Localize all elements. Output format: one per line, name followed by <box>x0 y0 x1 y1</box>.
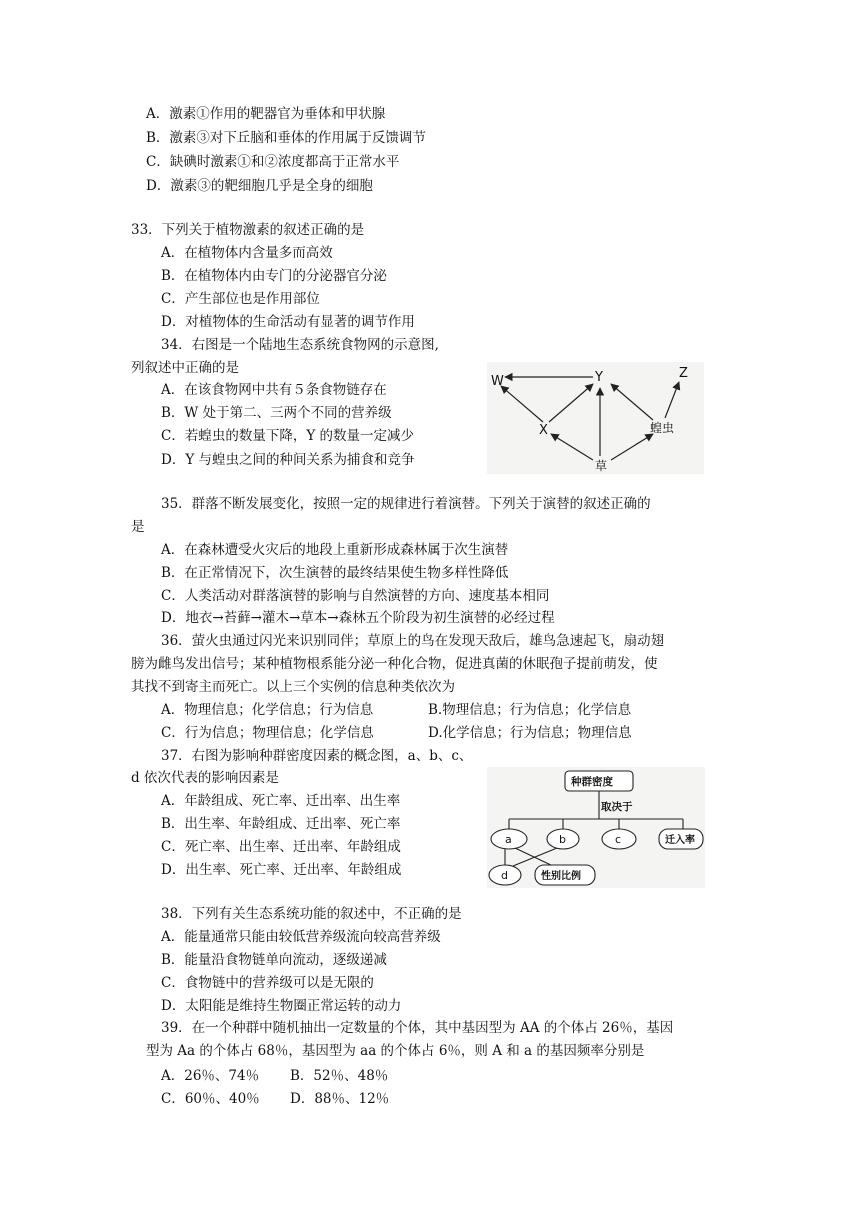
q33-option-c: C．产生部位也是作用部位 <box>161 291 320 307</box>
prev-option-a: A．激素①作用的靶器官为垂体和甲状腺 <box>146 106 386 122</box>
q34-option-d: D．Y 与蝗虫之间的种间关系为捕食和竞争 <box>161 452 415 468</box>
q34-option-c: C．若蝗虫的数量下降，Y 的数量一定减少 <box>161 428 415 444</box>
root-label: 种群密度 <box>571 776 613 788</box>
q39-option-c: C．60％、40％ <box>161 1091 260 1107</box>
node-a: a <box>505 833 512 846</box>
q39-option-b: B．52％、48％ <box>290 1068 389 1084</box>
q33-option-d: D．对植物体的生命活动有显著的调节作用 <box>161 314 415 330</box>
q36-option-a: A．物理信息；化学信息；行为信息 <box>161 702 374 718</box>
q36-option-b: B.物理信息；行为信息；化学信息 <box>428 702 632 718</box>
prev-option-d: D．激素③的靶细胞几乎是全身的细胞 <box>146 178 373 194</box>
food-web-figure <box>487 362 704 474</box>
q34-stem-2: 列叙述中正确的是 <box>131 360 239 376</box>
q36-stem-1: 36．萤火虫通过闪光来识别同伴；草原上的鸟在发现天敌后，雄鸟急速起飞，扇动翅 <box>161 633 665 649</box>
prev-option-b: B．激素③对下丘脑和垂体的作用属于反馈调节 <box>146 130 426 146</box>
q36-stem-3: 其找不到寄主而死亡。以上三个实例的信息种类依次为 <box>131 679 455 695</box>
q39-option-a: A．26％、74％ <box>161 1068 260 1084</box>
q36-stem-2: 膀为雌鸟发出信号；某种植物根系能分泌一种化合物，促进真菌的休眠孢子提前萌发，使 <box>131 656 658 672</box>
q38-option-c: C．食物链中的营养级可以是无限的 <box>161 975 374 991</box>
q35-stem-1: 35．群落不断发展变化，按照一定的规律进行着演替。下列关于演替的叙述正确的 <box>161 496 651 512</box>
q39-stem-2: 型为 Aa 的个体占 68％，基因型为 aa 的个体占 6％，则 A 和 a 的基因频率分别是 <box>146 1043 645 1059</box>
node-z: Z <box>679 366 688 381</box>
q37-option-c: C．死亡率、出生率、迁出率、年龄组成 <box>161 839 401 855</box>
arrow-grass-to-locust <box>611 434 653 460</box>
q36-option-c: C．行为信息；物理信息；化学信息 <box>161 725 374 741</box>
arrow-x-to-y <box>549 384 593 422</box>
q37-option-a: A．年龄组成、死亡率、迁出率、出生率 <box>161 793 401 809</box>
q34-stem-1: 34．右图是一个陆地生态系统食物网的示意图, <box>161 337 439 353</box>
q38-option-b: B．能量沿食物链单向流动，逐级递减 <box>161 952 387 968</box>
q33-option-b: B．在植物体内由专门的分泌器官分泌 <box>161 268 387 284</box>
node-x: X <box>539 423 548 438</box>
q38-option-a: A．能量通常只能由较低营养级流向较高营养级 <box>161 929 441 945</box>
q33-option-a: A．在植物体内含量多而高效 <box>161 245 333 261</box>
q35-option-b: B．在正常情况下，次生演替的最终结果使生物多样性降低 <box>161 565 509 581</box>
q39-option-d: D．88％、12％ <box>290 1091 390 1107</box>
node-y: Y <box>595 370 603 385</box>
q37-option-d: D．出生率、死亡率、迁出率、年龄组成 <box>161 862 402 878</box>
q35-stem-2: 是 <box>131 519 145 535</box>
q34-option-a: A．在该食物网中共有５条食物链存在 <box>161 382 387 398</box>
connector-label: 取决于 <box>601 801 633 813</box>
node-b: b <box>559 833 566 846</box>
arrow-x-to-w <box>501 386 543 422</box>
q35-option-c: C．人类活动对群落演替的影响与自然演替的方向、速度基本相同 <box>161 588 550 604</box>
node-d: d <box>501 869 508 882</box>
q39-stem-1: 39．在一个种群中随机抽出一定数量的个体，其中基因型为 AA 的个体占 26％，基因 <box>161 1020 674 1036</box>
arrow-grass-to-x <box>551 434 593 460</box>
node-grass: 草 <box>595 459 608 473</box>
q37-stem-2: d 依次代表的影响因素是 <box>131 770 279 786</box>
immigration-label: 迁入率 <box>665 835 695 846</box>
q37-stem-1: 37．右图为影响种群密度因素的概念图，a、b、c、 <box>161 748 473 764</box>
prev-option-c: C．缺碘时激素①和②浓度都高于正常水平 <box>146 154 400 170</box>
q35-option-d: D．地衣→苔藓→灌木→草本→森林五个阶段为初生演替的必经过程 <box>161 610 555 626</box>
node-locust: 蝗虫 <box>650 421 675 435</box>
q38-option-d: D．太阳能是维持生物圈正常运转的动力 <box>161 998 402 1014</box>
q37-option-b: B．出生率、年龄组成、迁出率、死亡率 <box>161 816 401 832</box>
q33-stem: 33．下列关于植物激素的叙述正确的是 <box>131 222 365 238</box>
q34-option-b: B．W 处于第二、三两个不同的营养级 <box>161 405 392 421</box>
concept-map-diagram <box>487 767 705 888</box>
food-web-diagram <box>487 362 704 474</box>
q38-stem: 38．下列有关生态系统功能的叙述中，不正确的是 <box>161 906 462 922</box>
q35-option-a: A．在森林遭受火灾后的地段上重新形成森林属于次生演替 <box>161 542 509 558</box>
arrow-locust-to-y <box>611 384 653 420</box>
node-c: c <box>615 833 622 846</box>
node-w: W <box>491 374 504 389</box>
q36-option-d: D.化学信息；行为信息；物理信息 <box>428 725 632 741</box>
population-density-concept-map <box>487 767 705 888</box>
sex-ratio-label: 性别比例 <box>541 871 581 882</box>
arrow-locust-to-z <box>665 382 679 418</box>
